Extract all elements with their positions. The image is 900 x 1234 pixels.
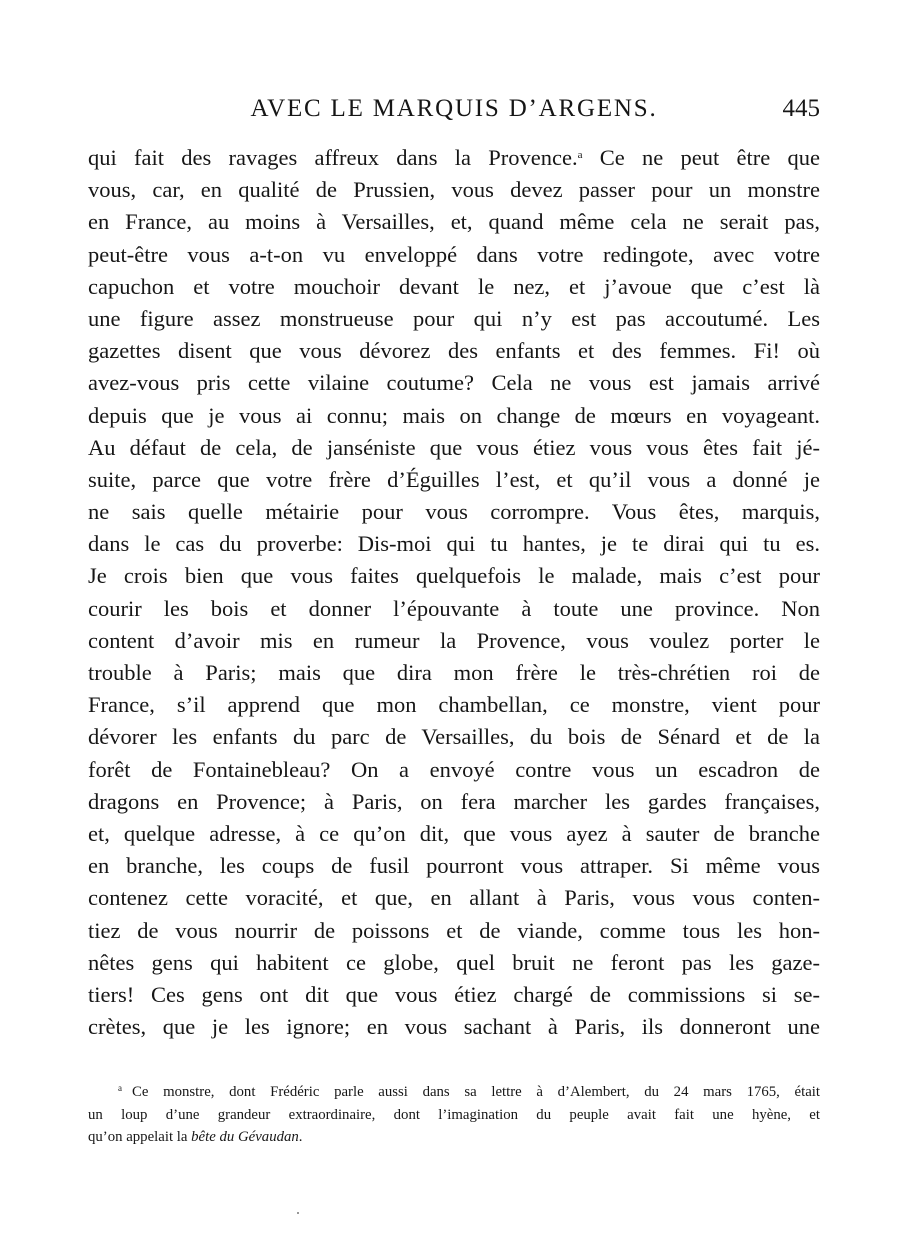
footnote-line-2: un loup d’une grandeur extraordinaire, dont l’imagination du peuple avait fait une hyène, et xyxy=(88,1106,820,1123)
footnote-line-1-text: Ce monstre, dont Frédéric parle aussi dans sa lettre à d’Alembert, du 24 mars 1765, était xyxy=(132,1084,820,1100)
body-line-7: gazettes disent que vous dévorez des enfants et des femmes. Fi! où xyxy=(88,338,820,364)
body-line-27: tiers! Ces gens ont dit que vous étiez chargé de commissions si se- xyxy=(88,981,820,1007)
footnote-line-1 xyxy=(88,1081,820,1104)
footnote-marker: a xyxy=(118,1083,122,1093)
body-line-10: Au défaut de cela, de janséniste que vous étiez vous vous êtes fait jé- xyxy=(88,434,820,460)
body-line-18: France, s’il apprend que mon chambellan, ce monstre, vient pour xyxy=(88,692,820,718)
body-line-28: crètes, que je les ignore; en vous sachant à Paris, ils donneront une xyxy=(88,1014,820,1040)
body-line-24: contenez cette voracité, et que, en allant à Paris, vous vous conten- xyxy=(88,885,820,911)
body-line-11: suite, parce que votre frère d’Éguilles l’est, et qu’il vous a donné je xyxy=(88,466,820,492)
body-line-1 xyxy=(88,142,820,174)
body-line-19: dévorer les enfants du parc de Versailles, du bois de Sénard et de la xyxy=(88,724,820,750)
footnote-line-3-end: . xyxy=(298,1129,303,1145)
body-line-25: tiez de vous nourrir de poissons et de viande, comme tous les hon- xyxy=(88,917,820,943)
body-line-26: nêtes gens qui habitent ce globe, quel bruit ne feront pas les gaze- xyxy=(88,949,820,975)
body-line-22: et, quelque adresse, à ce qu’on dit, que vous ayez à sauter de branche xyxy=(88,820,820,846)
body-line-16: content d’avoir mis en rumeur la Provence, vous voulez porter le xyxy=(88,627,820,653)
body-line-20: forêt de Fontainebleau? On a envoyé contre vous un escadron de xyxy=(88,756,820,782)
footnote-reference-marker: a xyxy=(577,149,583,161)
body-line-23: en branche, les coups de fusil pourront vous attraper. Si même vous xyxy=(88,853,820,879)
footnote xyxy=(88,1081,820,1149)
footnote-line-3 xyxy=(88,1126,820,1149)
letter-body xyxy=(88,142,820,1043)
body-line-9: depuis que je vous ai connu; mais on change de mœurs en voyageant. xyxy=(88,402,820,428)
body-line-6: une figure assez monstrueuse pour qui n’y est pas accoutumé. Les xyxy=(88,305,820,331)
body-line-21: dragons en Provence; à Paris, on fera marcher les gardes françaises, xyxy=(88,788,820,814)
running-title: AVEC LE MARQUIS D’ARGENS. xyxy=(250,95,658,122)
body-line-13: dans le cas du proverbe: Dis-moi qui tu hantes, je te dirai qui tu es. xyxy=(88,531,820,557)
page-number: 445 xyxy=(782,95,820,122)
body-line-3: en France, au moins à Versailles, et, quand même cela ne serait pas, xyxy=(88,209,820,235)
body-line-14: Je crois bien que vous faites quelquefois le malade, mais c’est pour xyxy=(88,563,820,589)
footnote-line-3-text: qu’on appelait la xyxy=(88,1129,192,1145)
body-line-1-text-end: Ce ne peut être que xyxy=(582,145,820,170)
body-line-12: ne sais quelle métairie pour vous corrompre. Vous êtes, marquis, xyxy=(88,499,820,525)
body-line-4: peut-être vous a-t-on vu enveloppé dans votre redingote, avec votre xyxy=(88,241,820,267)
body-line-2: vous, car, en qualité de Prussien, vous devez passer pour un monstre xyxy=(88,177,820,203)
body-line-5: capuchon et votre mouchoir devant le nez, et j’avoue que c’est là xyxy=(88,273,820,299)
footnote-italic-title: bête du Gévaudan xyxy=(191,1129,299,1145)
body-line-17: trouble à Paris; mais que dira mon frère le très-chrétien roi de xyxy=(88,660,820,685)
print-speck xyxy=(297,1212,299,1214)
body-line-8: avez-vous pris cette vilaine coutume? Cela ne vous est jamais arrivé xyxy=(88,370,820,396)
running-head xyxy=(88,92,820,126)
body-line-1-text: qui fait des ravages affreux dans la Provence. xyxy=(88,145,578,170)
body-line-15: courir les bois et donner l’épouvante à toute une province. Non xyxy=(88,595,820,621)
